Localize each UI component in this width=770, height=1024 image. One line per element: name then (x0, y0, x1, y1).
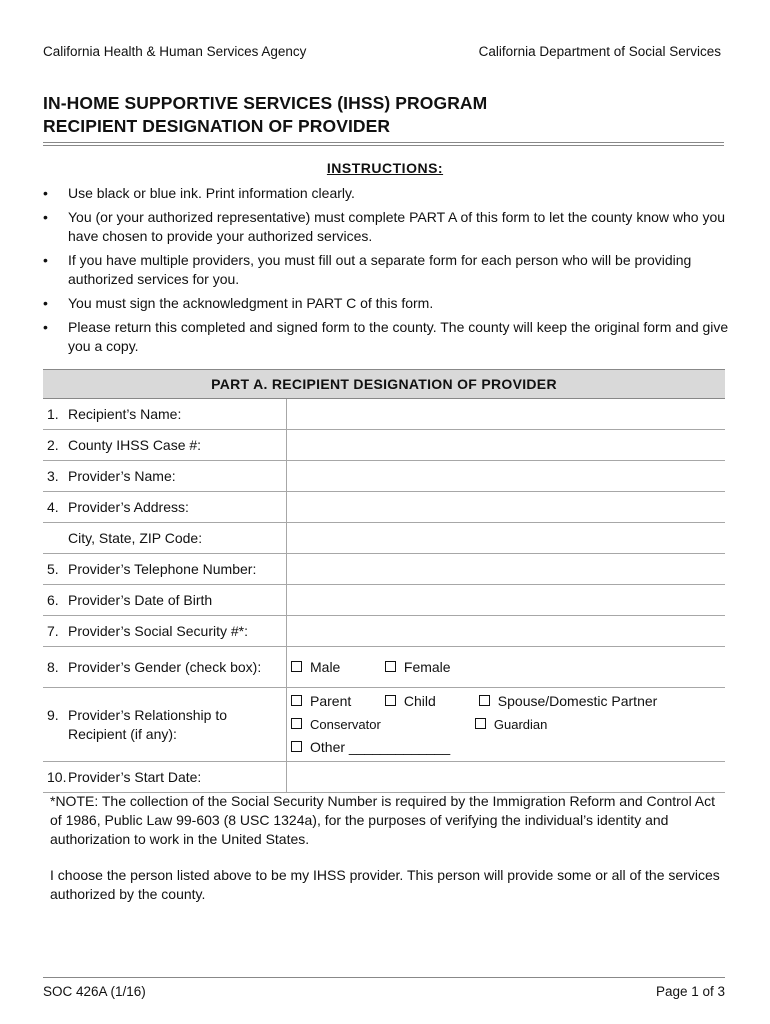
designation-statement: I choose the person listed above to be my IHSS provider. This person will provide some or all of the services authorized by the county. (50, 867, 720, 902)
provider-dob-label: 6. Provider’s Date of Birth (43, 585, 287, 616)
provider-ssn-field[interactable] (287, 616, 726, 647)
start-date-field[interactable] (287, 762, 726, 793)
form-number: SOC 426A (1/16) (43, 984, 146, 999)
department-name: California Department of Social Services (478, 44, 721, 59)
instruction-item (43, 318, 733, 356)
checkbox-icon (291, 695, 302, 706)
provider-relationship-options (287, 688, 726, 762)
recipient-name-label: 1. Recipient’s Name: (43, 399, 287, 430)
bullet-icon: • (43, 319, 48, 335)
provider-dob-field[interactable] (287, 585, 726, 616)
agency-name: California Health & Human Services Agency (43, 44, 307, 59)
relationship-child-option[interactable]: Child (385, 690, 475, 713)
checkbox-icon (479, 695, 490, 706)
provider-phone-label: 5. Provider’s Telephone Number: (43, 554, 287, 585)
bullet-icon: • (43, 295, 48, 311)
provider-gender-label: 8. Provider’s Gender (check box): (43, 647, 287, 688)
case-number-label: 2. County IHSS Case #: (43, 430, 287, 461)
form-title-line-1: IN-HOME SUPPORTIVE SERVICES (IHSS) PROGRAM (43, 93, 488, 113)
instruction-text: Use black or blue ink. Print information clearly. (68, 185, 355, 201)
city-state-zip-label: City, State, ZIP Code: (43, 523, 287, 554)
bullet-icon: • (43, 185, 48, 201)
instruction-item (43, 184, 733, 203)
instruction-item (43, 251, 733, 289)
checkbox-icon (475, 718, 486, 729)
provider-relationship-label: 9. Provider’s Relationship to Recipient (if any): (43, 688, 287, 762)
instruction-text: Please return this completed and signed form to the county. The county will keep the original form and give you a copy. (68, 319, 729, 354)
provider-phone-field[interactable] (287, 554, 726, 585)
provider-gender-options (287, 647, 726, 688)
provider-ssn-label: 7. Provider’s Social Security #*: (43, 616, 287, 647)
bullet-icon: • (43, 209, 48, 225)
checkbox-icon (291, 661, 302, 672)
form-title (43, 92, 487, 138)
relationship-conservator-option[interactable]: Conservator (291, 713, 471, 736)
gender-male-option[interactable]: Male (291, 659, 381, 675)
case-number-field[interactable] (287, 430, 726, 461)
provider-name-field[interactable] (287, 461, 726, 492)
instruction-text: You must sign the acknowledgment in PART C of this form. (68, 295, 434, 311)
relationship-other-option[interactable]: Other _____________ (291, 736, 450, 759)
provider-address-label: 4. Provider’s Address: (43, 492, 287, 523)
instructions-list (43, 184, 733, 361)
relationship-parent-option[interactable]: Parent (291, 690, 381, 713)
instruction-item (43, 208, 733, 246)
page-number: Page 1 of 3 (655, 984, 725, 999)
checkbox-icon (291, 741, 302, 752)
instruction-item (43, 294, 733, 313)
checkbox-icon (291, 718, 302, 729)
footer-divider (43, 977, 725, 978)
title-divider (43, 142, 724, 146)
instruction-text: You (or your authorized representative) must complete PART A of this form to let the county know who you have chosen to provide your authorized services. (68, 209, 726, 244)
bullet-icon: • (43, 252, 48, 268)
checkbox-icon (385, 661, 396, 672)
relationship-spouse-option[interactable]: Spouse/Domestic Partner (479, 690, 658, 713)
recipient-name-field[interactable] (287, 399, 726, 430)
checkbox-icon (385, 695, 396, 706)
part-a-heading: PART A. RECIPIENT DESIGNATION OF PROVIDER (43, 370, 725, 399)
ssn-note: *NOTE: The collection of the Social Security Number is required by the Immigration Reform and Control Act of 1986, Public Law 99-603 (8 USC 1324a), for the purposes of verifying the individual’s identity and authorization to work in the United States. (50, 793, 716, 847)
relationship-guardian-option[interactable]: Guardian (475, 713, 547, 736)
gender-female-option[interactable]: Female (385, 659, 451, 675)
start-date-label: 10. Provider’s Start Date: (43, 762, 287, 793)
instruction-text: If you have multiple providers, you must fill out a separate form for each person who will be providing authorized services for you. (68, 252, 692, 287)
provider-address-field[interactable] (287, 492, 726, 523)
instructions-heading: INSTRUCTIONS: (326, 160, 444, 176)
provider-name-label: 3. Provider’s Name: (43, 461, 287, 492)
city-state-zip-field[interactable] (287, 523, 726, 554)
form-title-line-2: RECIPIENT DESIGNATION OF PROVIDER (43, 116, 391, 136)
part-a-table (43, 369, 725, 793)
